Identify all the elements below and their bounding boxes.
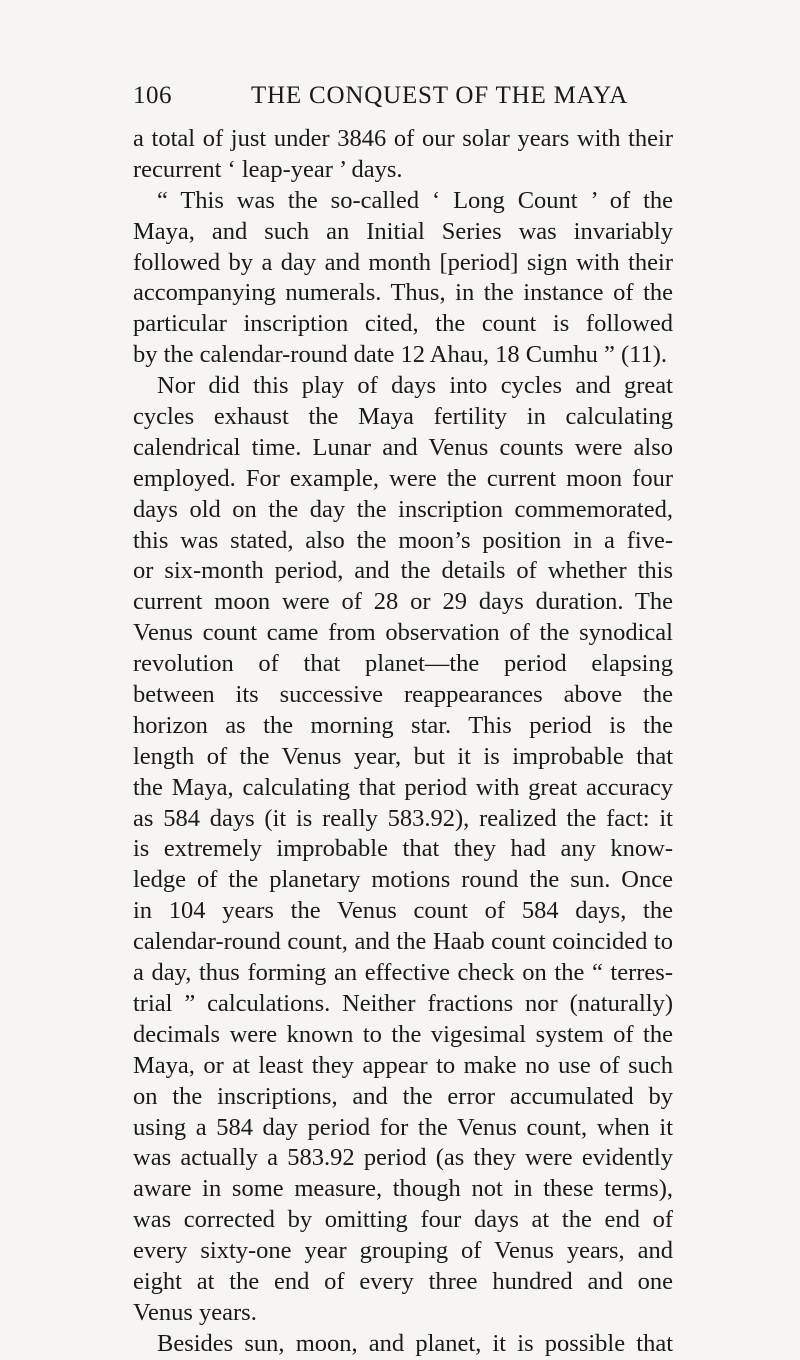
text-line: using a 584 day period for the Venus count, when it (133, 1113, 673, 1141)
text-line: accompanying numerals. Thus, in the instance of the (133, 279, 673, 307)
text-line: trial ” calculations. Neither fractions nor (naturally) (133, 989, 673, 1017)
text-line: Nor did this play of days into cycles and great (157, 372, 673, 400)
text-line: Besides sun, moon, and planet, it is possible that (157, 1329, 673, 1357)
text-line: was actually a 583.92 period (as they were evidently (133, 1144, 673, 1172)
text-line: between its successive reappearances above the (133, 681, 673, 709)
body-text (133, 124, 673, 1360)
text-line: every sixty-one year grouping of Venus years, and (133, 1237, 673, 1265)
text-line: current moon were of 28 or 29 days duration. The (133, 588, 673, 616)
text-line: length of the Venus year, but it is improbable that (133, 742, 673, 770)
text-line: followed by a day and month [period] sign with their (133, 248, 673, 276)
text-line: Venus count came from observation of the synodical (133, 619, 673, 647)
text-line: ledge of the planetary motions round the sun. Once (133, 866, 673, 894)
page-number: 106 (133, 82, 172, 109)
text-line: this was stated, also the moon’s position in a five- (133, 526, 673, 554)
running-title: THE CONQUEST OF THE MAYA (251, 82, 629, 109)
text-line: as 584 days (it is really 583.92), realized the fact: it (133, 804, 673, 832)
text-line: was corrected by omitting four days at the end of (133, 1206, 673, 1234)
text-line: recurrent ‘ leap-year ’ days. (133, 155, 403, 183)
text-line: employed. For example, were the current moon four (133, 464, 673, 492)
running-head (133, 82, 663, 116)
text-line: aware in some measure, though not in these terms), (133, 1175, 673, 1203)
text-line: Maya, and such an Initial Series was invariably (133, 217, 673, 245)
text-line: Venus years. (133, 1298, 257, 1326)
text-line: cycles exhaust the Maya fertility in calculating (133, 403, 673, 431)
text-line: “ This was the so-called ‘ Long Count ’ of the (157, 186, 673, 214)
text-line: a day, thus forming an effective check on the “ terres- (133, 959, 673, 987)
text-line: Maya, or at least they appear to make no use of such (133, 1051, 673, 1079)
text-line: a total of just under 3846 of our solar years with their (133, 125, 673, 152)
text-line: is extremely improbable that they had any know- (133, 835, 673, 863)
text-line: or six-month period, and the details of whether this (133, 557, 673, 585)
text-line: particular inscription cited, the count is followed (133, 310, 673, 338)
text-line: eight at the end of every three hundred and one (133, 1267, 673, 1295)
text-line: revolution of that planet—the period elapsing (133, 650, 673, 678)
text-line: calendar-round count, and the Haab count coincided to (133, 928, 673, 956)
text-line: in 104 years the Venus count of 584 days, the (133, 897, 673, 925)
text-line: the Maya, calculating that period with great accuracy (133, 773, 673, 801)
text-line: calendrical time. Lunar and Venus counts were also (133, 433, 673, 461)
text-line: decimals were known to the vigesimal system of the (133, 1020, 673, 1048)
text-line: days old on the day the inscription commemorated, (133, 495, 673, 523)
text-line: horizon as the morning star. This period is the (133, 711, 673, 739)
text-line: on the inscriptions, and the error accumulated by (133, 1082, 673, 1110)
text-line: by the calendar-round date 12 Ahau, 18 Cumhu ” (11). (133, 341, 668, 369)
